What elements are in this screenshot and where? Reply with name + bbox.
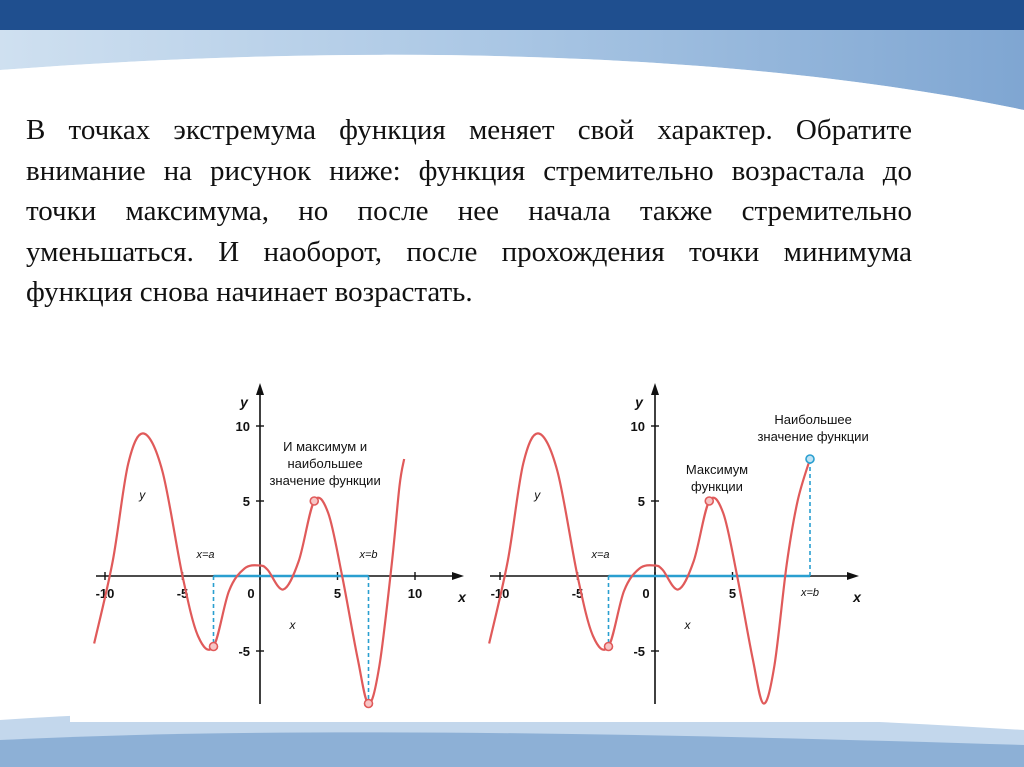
- chart1-marked-point: [310, 497, 318, 505]
- chart1-inner-x-label: x: [289, 618, 296, 632]
- chart1-x-tick-label: -10: [95, 586, 115, 601]
- chart2-y-tick-label: -5: [633, 644, 645, 659]
- chart2-x-tick-label: -5: [571, 586, 584, 601]
- chart1-annotation-line: И максимум и: [283, 439, 368, 454]
- chart1-y-axis-arrow: [256, 383, 264, 395]
- chart1-x-tick-label: 5: [333, 586, 342, 601]
- chart2-annotation-max-line: функции: [691, 479, 743, 494]
- chart1-segment-start-label: x=a: [196, 549, 215, 561]
- chart1-segment-end-label: x=b: [359, 549, 378, 561]
- slide-paragraph: В точках экстремума функция меняет свой характер. Обратите внимание на рисунок ниже: функция стремительно возрастала до точки максимума, но после нее начала также стремительно уменьшаться. И наоборот, после прохождения точки минимума функция снова начинает возрастать.: [26, 114, 912, 308]
- chart2-x-tick-label: 5: [728, 586, 737, 601]
- chart2-segment-end-label: x=b: [800, 587, 820, 599]
- chart2-y-tick-label: 10: [630, 419, 645, 434]
- chart1-x-axis-label: x: [458, 589, 466, 605]
- chart1-y-tick-label: 5: [242, 494, 250, 509]
- chart1-x-tick-label: 10: [407, 586, 423, 601]
- chart2-marked-point: [806, 455, 814, 463]
- chart2-curve-label: y: [534, 488, 541, 502]
- chart2-y-tick-label: 5: [637, 494, 645, 509]
- chart2-x-tick-label: 0: [642, 586, 650, 601]
- chart2-annotation-greatest-line: значение функции: [757, 429, 869, 444]
- chart1-y-tick-label: 10: [235, 419, 250, 434]
- chart2-annotation-greatest-line: Наибольшее: [774, 412, 852, 427]
- chart1-marked-point: [365, 700, 373, 708]
- chart2-y-axis-arrow: [651, 383, 659, 395]
- chart2-marked-point: [605, 643, 613, 651]
- chart1-x-axis-arrow: [452, 572, 464, 580]
- chart1-annotation-line: наибольшее: [287, 456, 363, 471]
- chart2-annotation-max-line: Максимум: [685, 462, 749, 477]
- top-banner: [0, 0, 1024, 110]
- chart1-y-axis-label: y: [240, 394, 248, 410]
- chart2-y-axis-label: y: [635, 394, 643, 410]
- chart2-x-tick-label: -10: [490, 586, 510, 601]
- chart1-x-tick-label: -5: [176, 586, 189, 601]
- chart2-x-axis-label: x: [853, 589, 861, 605]
- figure-panel: [70, 359, 913, 722]
- chart2-x-axis-arrow: [847, 572, 859, 580]
- chart1-curve-label: y: [139, 488, 146, 502]
- chart2-function-curve: [489, 433, 810, 703]
- chart2-inner-x-label: x: [684, 618, 691, 632]
- charts-svg: [70, 359, 913, 722]
- chart1-marked-point: [210, 643, 218, 651]
- chart2-segment-start-label: x=a: [591, 549, 610, 561]
- chart1-x-tick-label: 0: [247, 586, 255, 601]
- chart1-y-tick-label: -5: [238, 644, 250, 659]
- chart2-marked-point: [705, 497, 713, 505]
- chart1-annotation-line: значение функции: [269, 473, 381, 488]
